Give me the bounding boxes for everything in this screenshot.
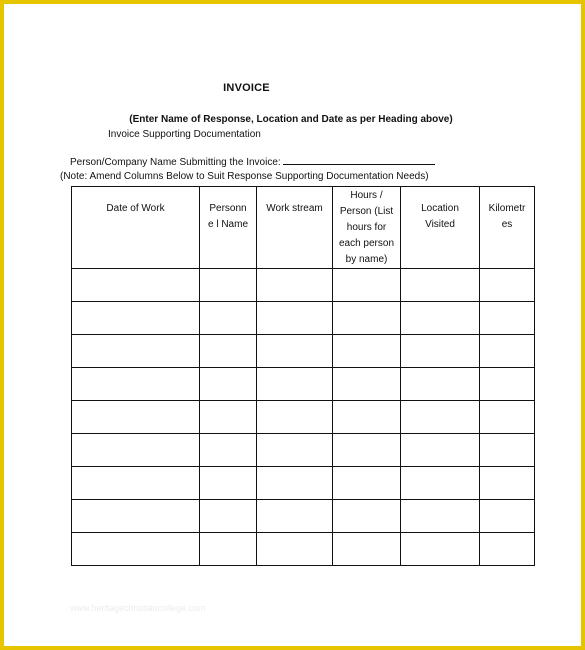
header-personnel-name [200,187,257,269]
table-cell[interactable] [200,335,257,368]
table-cell[interactable] [480,500,535,533]
header-hours-per-person-label: Hours / Person (List hours for each person by name) [338,190,395,265]
table-cell[interactable] [333,335,401,368]
table-cell[interactable] [333,500,401,533]
table-row [72,533,535,566]
table-cell[interactable] [257,500,333,533]
table-cell[interactable] [200,302,257,335]
table-cell[interactable] [200,401,257,434]
table-cell[interactable] [401,467,480,500]
amend-note: (Note: Amend Columns Below to Suit Response Supporting Documentation Needs) [60,171,429,182]
table-cell[interactable] [72,269,200,302]
submitter-line [70,154,435,168]
table-header-row [72,187,535,269]
table-cell[interactable] [401,500,480,533]
table-cell[interactable] [200,467,257,500]
table-cell[interactable] [257,434,333,467]
table-cell[interactable] [401,302,480,335]
table-row [72,368,535,401]
table-cell[interactable] [333,434,401,467]
table-cell[interactable] [401,269,480,302]
table-cell[interactable] [257,368,333,401]
table-cell[interactable] [200,269,257,302]
table-cell[interactable] [200,434,257,467]
table-cell[interactable] [401,368,480,401]
table-cell[interactable] [257,401,333,434]
table-cell[interactable] [72,302,200,335]
table-cell[interactable] [333,269,401,302]
table-cell[interactable] [72,401,200,434]
table-row [72,335,535,368]
table-cell[interactable] [401,335,480,368]
watermark-text: www.heritagechristiancollege.com [70,603,206,613]
table-cell[interactable] [333,467,401,500]
header-hours-per-person [333,187,401,269]
table-cell[interactable] [72,533,200,566]
table-cell[interactable] [480,368,535,401]
table-cell[interactable] [333,533,401,566]
submitter-label: Person/Company Name Submitting the Invoice: [70,157,281,168]
header-location-visited [401,187,480,269]
table-cell[interactable] [480,269,535,302]
table-cell[interactable] [333,302,401,335]
table-row [72,401,535,434]
document-subtitle: Invoice Supporting Documentation [108,129,261,140]
table-cell[interactable] [480,302,535,335]
table-cell[interactable] [200,368,257,401]
table-cell[interactable] [257,467,333,500]
header-personnel-name-label: Personne l Name [208,203,249,230]
table-cell[interactable] [72,434,200,467]
document-page [4,4,581,646]
table-cell[interactable] [257,533,333,566]
table-cell[interactable] [257,302,333,335]
header-date-of-work [72,187,200,269]
heading-note: (Enter Name of Response, Location and Date as per Heading above) [129,114,453,125]
header-kilometres-label: Kilometr es [488,203,526,230]
table-row [72,434,535,467]
header-work-stream-label: Work stream [266,203,323,214]
document-title: INVOICE [223,82,270,94]
table-cell[interactable] [257,269,333,302]
table-cell[interactable] [333,401,401,434]
header-kilometres [480,187,535,269]
table-body [72,269,535,566]
header-date-of-work-label: Date of Work [106,203,165,214]
table-cell[interactable] [480,335,535,368]
table-cell[interactable] [200,500,257,533]
table-cell[interactable] [480,467,535,500]
table-cell[interactable] [401,533,480,566]
table-cell[interactable] [72,467,200,500]
table-row [72,269,535,302]
table-row [72,500,535,533]
table-row [72,302,535,335]
table-cell[interactable] [72,500,200,533]
table-cell[interactable] [480,533,535,566]
header-work-stream [257,187,333,269]
header-location-visited-label: Location Visited [421,203,459,230]
table-cell[interactable] [480,401,535,434]
table-cell[interactable] [480,434,535,467]
table-row [72,467,535,500]
table-cell[interactable] [333,368,401,401]
table-cell[interactable] [72,368,200,401]
table-cell[interactable] [401,434,480,467]
table-cell[interactable] [200,533,257,566]
invoice-table [71,186,535,566]
table-cell[interactable] [257,335,333,368]
table-cell[interactable] [401,401,480,434]
table-cell[interactable] [72,335,200,368]
submitter-blank-field[interactable] [283,154,435,165]
